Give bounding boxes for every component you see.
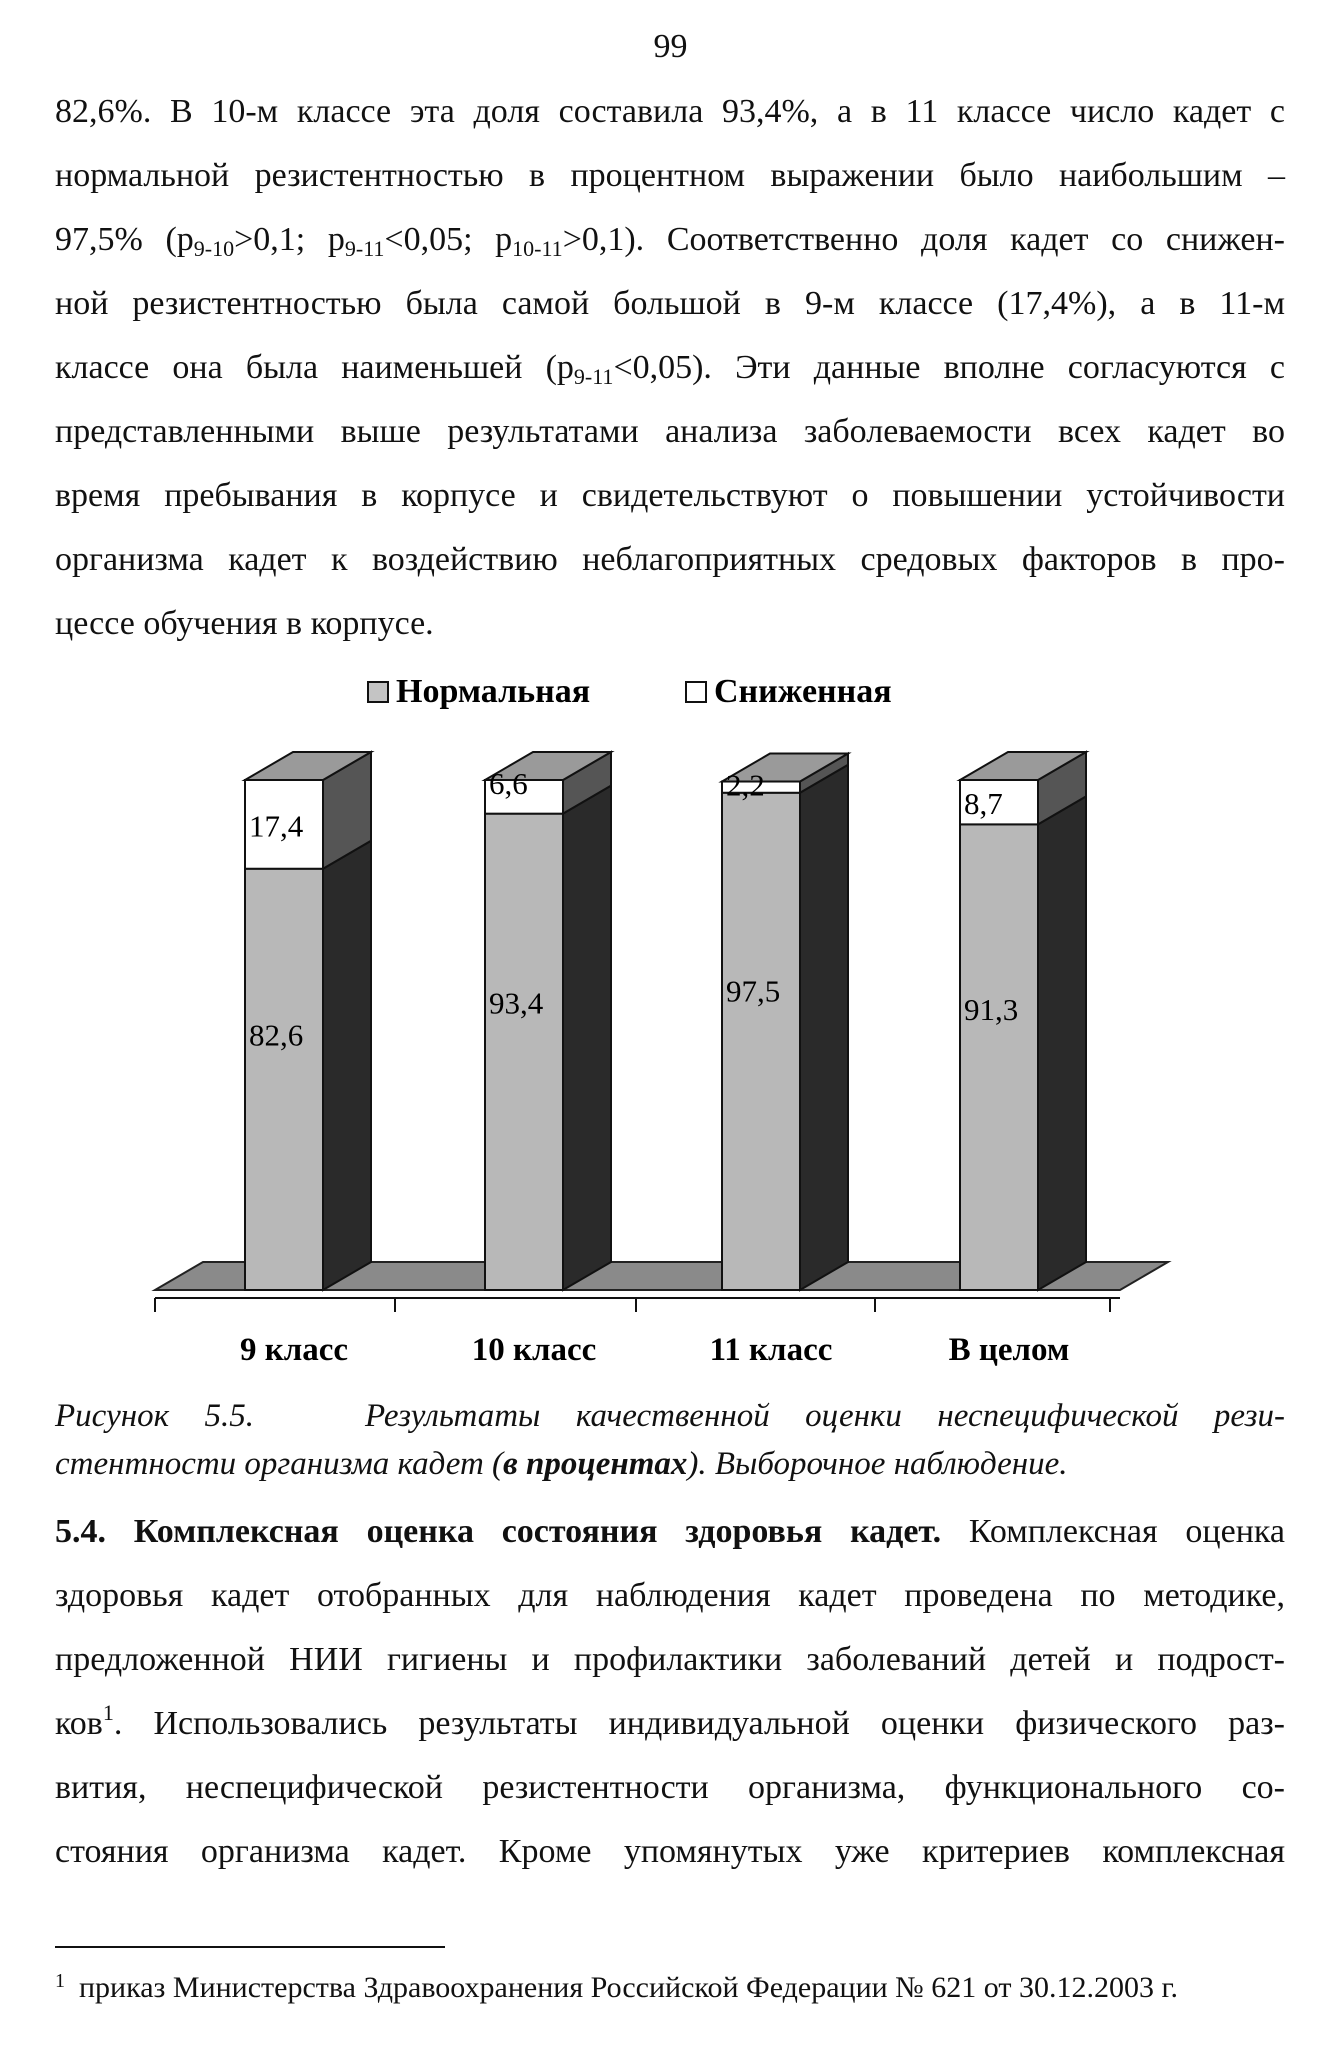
para2-line4a: ков (55, 1705, 103, 1742)
bar-normal (485, 814, 563, 1290)
para1-line: 82,6%. В 10-м классе эта доля составила 93,4%, а в 11 классе число кадет с (55, 93, 1285, 130)
section-heading: 5.4. Комплексная оценка состояния здоровья кадет. (55, 1513, 942, 1550)
para2-line1-rest: Комплексная оценка (941, 1513, 1285, 1550)
bar-normal (245, 869, 323, 1290)
para1-line: организма кадет к воздействию неблагоприятных средовых факторов в про- (55, 541, 1285, 578)
bar-normal-side (1038, 796, 1086, 1290)
category-label: В целом (948, 1332, 1070, 1368)
footnote-divider (55, 1946, 445, 1948)
legend-label-reduced: Сниженная (714, 673, 892, 710)
footnote-ref[interactable]: 1 (102, 1700, 114, 1725)
subscript: 10-11 (512, 236, 563, 261)
category-label: 10 класс (471, 1332, 597, 1368)
bar-normal (960, 824, 1038, 1290)
para2-line4b: . Использовались результаты индивидуальной оценки физического раз- (113, 1705, 1285, 1742)
caption-bold: в процентах (503, 1446, 688, 1482)
footnote-mark: 1 (55, 1970, 65, 1992)
text-fragment: <0,05; p (384, 221, 513, 258)
footnote-text: приказ Министерства Здравоохранения Российской Федерации № 621 от 30.12.2003 г. (79, 1971, 1178, 2004)
category-label: 11 класс (709, 1332, 833, 1368)
subscript: 9-11 (573, 364, 614, 389)
data-label-reduced: 2,2 (726, 767, 765, 803)
data-label-normal: 97,5 (726, 973, 781, 1009)
bar-normal-side (563, 786, 611, 1290)
para2-line: стояния организма кадет. Кроме упомянутых уже критериев комплексная (55, 1833, 1285, 1870)
footnote (55, 1968, 1285, 2008)
text-fragment: <0,05). Эти данные вполне согласуются с (613, 349, 1285, 386)
stacked-bar-chart (0, 660, 1341, 1380)
text-fragment: >0,1). Соответственно доля кадет со снижен- (562, 221, 1285, 258)
para2-line: здоровья кадет отобранных для наблюдения кадет проведена по методике, (55, 1577, 1285, 1614)
data-label-normal: 93,4 (489, 985, 544, 1021)
legend-label-normal: Нормальная (396, 673, 591, 710)
para1-line: цессе обучения в корпусе. (55, 605, 434, 642)
body-paragraph-1 (55, 80, 1285, 656)
caption-line2a: стентности организма кадет ( (55, 1446, 504, 1482)
figure-caption (55, 1392, 1285, 1488)
para1-line: представленными выше результатами анализа заболеваемости всех кадет во (55, 413, 1285, 450)
text-fragment: классе она была наименьшей (p (55, 349, 574, 386)
data-label-normal: 91,3 (964, 991, 1019, 1027)
bar-normal-side (323, 841, 371, 1290)
data-label-reduced: 17,4 (249, 808, 304, 844)
page-number: 99 (653, 28, 688, 65)
legend-swatch-normal (368, 682, 388, 702)
para1-line: ной резистентностью была самой большой в 9-м классе (17,4%), а в 11-м (55, 285, 1285, 322)
subscript: 9-10 (193, 236, 235, 261)
bar-normal-side (800, 765, 848, 1290)
caption-line1: Результаты качественной оценки неспецифической рези- (364, 1398, 1286, 1434)
data-label-reduced: 8,7 (964, 786, 1003, 822)
para1-line (55, 208, 1285, 272)
data-label-reduced: 6,6 (489, 766, 528, 801)
para1-line: нормальной резистентностью в процентном выражении было наибольшим – (55, 157, 1285, 194)
para2-line: вития, неспецифической резистентности организма, функционального со- (55, 1769, 1285, 1806)
category-label: 9 класс (239, 1332, 349, 1368)
caption-prefix: Рисунок 5.5. (55, 1398, 254, 1434)
bar-normal (722, 793, 800, 1290)
data-label-normal: 82,6 (249, 1017, 304, 1053)
subscript: 9-11 (344, 236, 385, 261)
text-fragment: 97,5% (p (55, 221, 194, 258)
text-fragment: >0,1; p (234, 221, 345, 258)
para1-line: время пребывания в корпусе и свидетельствуют о повышении устойчивости (55, 477, 1285, 514)
caption-line2b: ). Выборочное наблюдение. (687, 1446, 1068, 1482)
para1-line (55, 336, 1285, 400)
para2-line: предложенной НИИ гигиены и профилактики заболеваний детей и подрост- (55, 1641, 1285, 1678)
body-paragraph-2 (55, 1500, 1285, 1884)
legend-swatch-reduced (686, 682, 706, 702)
